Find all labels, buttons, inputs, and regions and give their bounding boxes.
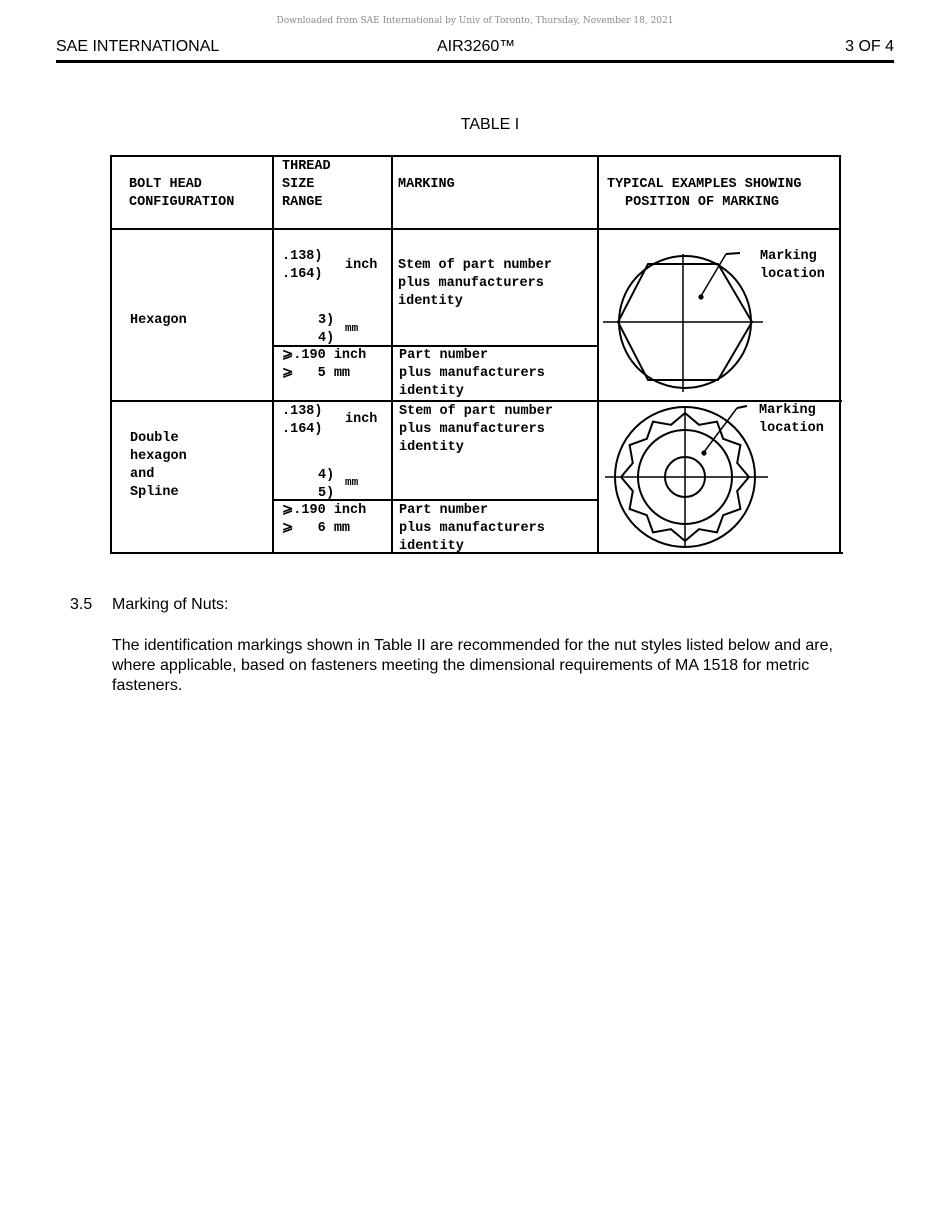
col-header-config: BOLT HEAD CONFIGURATION <box>129 177 235 210</box>
section-paragraph: The identification markings shown in Table II are recommended for the nut styles listed below and are, where applicable, based on fasteners meeting the dimensional requirements of MA 1518 for metric fasteners. <box>112 637 833 694</box>
header-organization: SAE INTERNATIONAL <box>56 38 220 55</box>
hexagon-mm-unit: mm <box>345 323 359 335</box>
download-watermark: Downloaded from SAE International by Univ of Toronto, Thursday, November 18, 2021 <box>276 16 674 26</box>
col-header-thread: THREAD SIZE RANGE <box>282 159 331 210</box>
double-hex-mm-sizes: 4) 5) <box>318 468 335 501</box>
col-header-marking: MARKING <box>398 177 455 192</box>
hexagon-marking-dot <box>698 294 703 299</box>
hexagon-config-label: Hexagon <box>130 313 187 328</box>
hexagon-leader-line <box>701 254 726 296</box>
double-hex-inch-unit: inch <box>345 412 378 427</box>
section-title: Marking of Nuts: <box>112 596 229 613</box>
col-header-examples: TYPICAL EXAMPLES SHOWING POSITION OF MARKING <box>607 177 802 210</box>
hexagon-large-marking: Part number plus manufacturers identity <box>399 348 545 399</box>
table-left-border <box>110 155 112 554</box>
col-thread-border <box>272 155 274 554</box>
hexagon-leader-tick <box>726 253 740 254</box>
double-hex-large-thread: ⩾.190 inch ⩾ 6 mm <box>282 503 367 536</box>
double-hexagon-head-diagram <box>600 400 770 552</box>
double-hex-small-marking: Stem of part number plus manufacturers identity <box>399 404 553 455</box>
table-title: TABLE I <box>460 116 520 133</box>
hexagon-inch-sizes: .138) .164) <box>282 249 323 282</box>
hexagon-figure-label: Marking location <box>760 249 825 282</box>
double-hex-inch-sizes: .138) .164) <box>282 404 323 437</box>
col-examples-border <box>597 155 599 554</box>
hexagon-inch-unit: inch <box>345 258 378 273</box>
table-top-border <box>110 155 841 157</box>
table-right-border <box>839 155 841 554</box>
hexagon-small-marking: Stem of part number plus manufacturers identity <box>398 258 552 309</box>
double-hex-leader-tick <box>737 406 747 408</box>
section-number: 3.5 <box>70 596 93 613</box>
header-row-border <box>110 228 841 230</box>
double-hex-figure-label: Marking location <box>759 403 824 436</box>
double-hex-mm-unit: mm <box>345 477 359 489</box>
double-hex-marking-dot <box>701 450 706 455</box>
header-document-id: AIR3260™ <box>437 38 516 55</box>
hexagon-mm-sizes: 3) 4) <box>318 313 335 346</box>
col-marking-border <box>391 155 393 554</box>
double-hex-config-label: Double hexagon and Spline <box>130 431 187 500</box>
header-page-number: 3 OF 4 <box>845 38 894 55</box>
bolt-head-marking-table <box>0 0 950 600</box>
double-hex-large-marking: Part number plus manufacturers identity <box>399 503 545 554</box>
hexagon-head-diagram <box>600 240 770 400</box>
hexagon-large-thread: ⩾.190 inch ⩾ 5 mm <box>282 348 367 381</box>
